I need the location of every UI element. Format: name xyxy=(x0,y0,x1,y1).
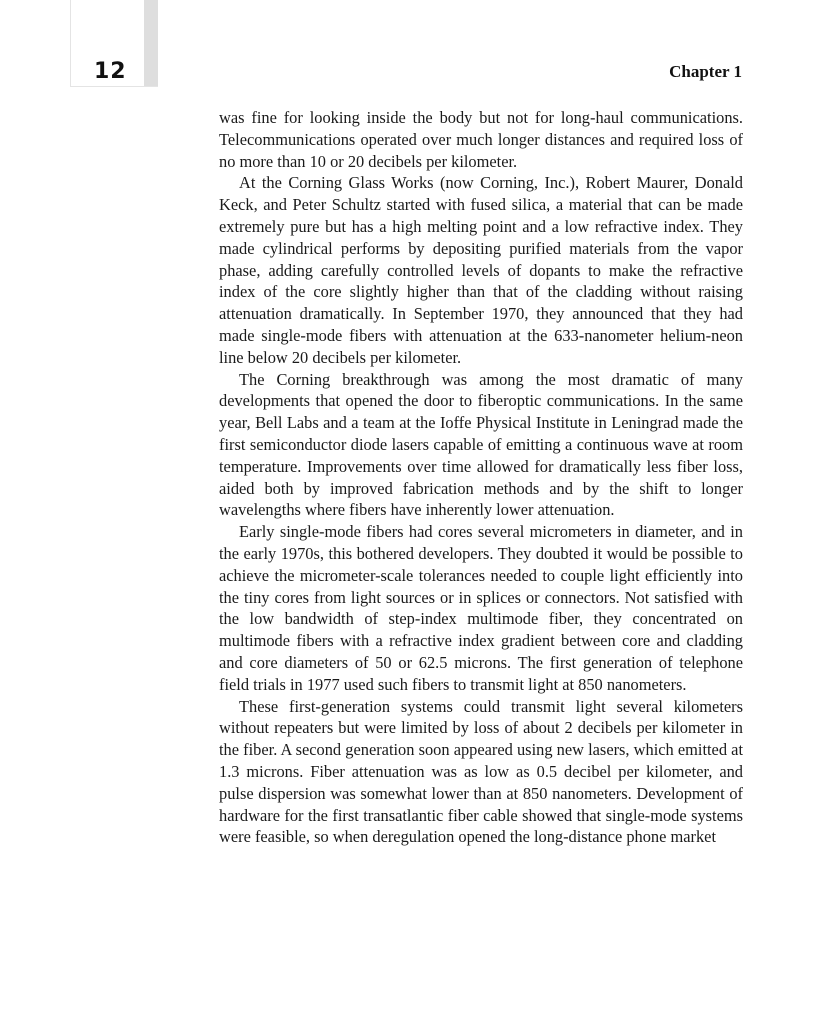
page-tab-bar xyxy=(144,0,158,86)
paragraph-1: was fine for looking inside the body but not for long-haul communications. Telecommunications operated over much longer distances and required loss of no more than 10 or 20 decibels per kilometer. xyxy=(219,108,743,171)
paragraph-4: Early single-mode fibers had cores several micrometers in diameter, and in the early 1970s, this bothered developers. They doubted it would be possible to achieve the micrometer-scale tolerances needed to couple light efficiently into the tiny cores from light sources or in splices or connectors. Not satisfied with the low bandwidth of step-index multimode fiber, they concentrated on multimode fibers with a refractive index gradient between core and cladding and core diameters of 50 or 62.5 microns. The first generation of telephone field trials in 1977 used such fibers to transmit light at 850 nanometers. xyxy=(219,522,743,694)
paragraph-2: At the Corning Glass Works (now Corning, Inc.), Robert Maurer, Donald Keck, and Peter Schultz started with fused silica, a material that can be made extremely pure but has a high melting point and a low refractive index. They made cylindrical performs by depositing purified materials from the vapor phase, adding carefully controlled levels of dopants to make the refractive index of the core slightly higher than that of the cladding without raising attenuation dramatically. In September 1970, they announced that they had made single-mode fibers with attenuation at the 633-nanometer helium-neon line below 20 decibels per kilometer. xyxy=(219,173,743,367)
running-head-chapter: Chapter 1 xyxy=(669,62,742,81)
paragraph-5: These first-generation systems could transmit light several kilometers without repeaters but were limited by loss of about 2 decibels per kilometer in the fiber. A second generation soon appeared using new lasers, which emitted at 1.3 microns. Fiber attenuation was as low as 0.5 decibel per kilometer, and pulse dispersion was somewhat lower than at 850 nanometers. Development of hardware for the first transatlantic fiber cable showed that single-mode systems were feasible, so when deregulation opened the long-distance phone market xyxy=(219,696,743,847)
page-number: 12 xyxy=(94,59,127,84)
paragraph-3: The Corning breakthrough was among the most dramatic of many developments that opened the door to fiberoptic communications. In the same year, Bell Labs and a team at the Ioffe Physical Institute in Leningrad made the first semiconductor diode lasers capable of emitting a continuous wave at room temperature. Improvements over time allowed for dramatically less fiber loss, aided both by improved fabrication methods and by the shift to longer wavelengths where fibers have inherently lower attenuation. xyxy=(219,369,743,520)
body-text xyxy=(219,107,743,848)
